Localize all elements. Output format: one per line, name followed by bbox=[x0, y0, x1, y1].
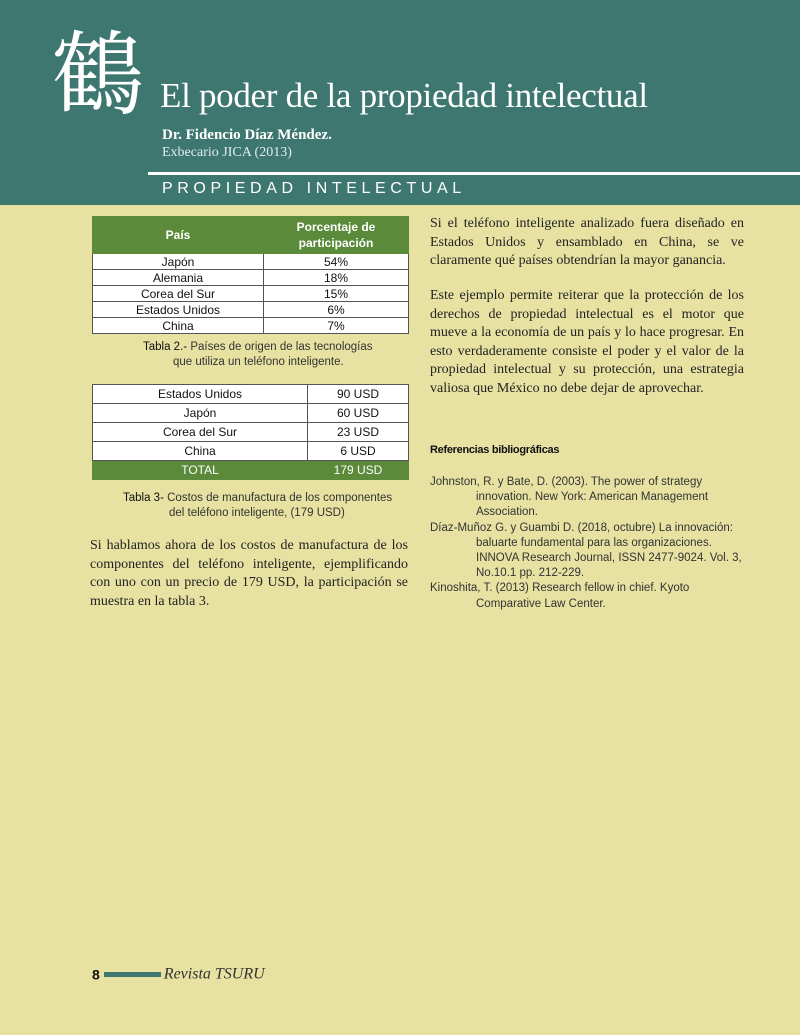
table-cell-country: Estados Unidos bbox=[93, 302, 264, 318]
table-cell-percentage: 15% bbox=[264, 286, 409, 302]
table-header-country: País bbox=[93, 217, 264, 254]
table-3-caption bbox=[123, 491, 392, 521]
table-cell-country: Corea del Sur bbox=[93, 286, 264, 302]
table-header-row bbox=[93, 217, 409, 254]
header-band bbox=[0, 0, 800, 205]
table-cell-country: Japón bbox=[93, 254, 264, 270]
caption-line: Costos de manufactura de los componentes bbox=[167, 492, 393, 504]
table-row bbox=[93, 270, 409, 286]
table-cell-country: China bbox=[93, 318, 264, 334]
table-row bbox=[93, 423, 409, 442]
table-row bbox=[93, 302, 409, 318]
author-name: Dr. Fidencio Díaz Méndez. bbox=[162, 127, 332, 143]
table-cell-cost: 90 USD bbox=[308, 385, 409, 404]
reference-item: Johnston, R. y Bate, D. (2003). The power of strategy innovation. New York: American Management Association. bbox=[430, 476, 709, 519]
table-cell-country: Estados Unidos bbox=[93, 385, 308, 404]
table-3-manufacturing-costs bbox=[92, 384, 409, 480]
caption-line: del teléfono inteligente, (179 USD) bbox=[169, 507, 345, 519]
table-header-percentage: Porcentaje de participación bbox=[264, 217, 409, 254]
table-cell-cost: 23 USD bbox=[308, 423, 409, 442]
footer-bar bbox=[104, 972, 161, 977]
references-list bbox=[430, 475, 750, 612]
table-cell-percentage: 7% bbox=[264, 318, 409, 334]
references-heading: Referencias bibliográficas bbox=[430, 444, 560, 456]
table-cell-country: Japón bbox=[93, 404, 308, 423]
author-affiliation: Exbecario JICA (2013) bbox=[162, 145, 292, 160]
section-label: PROPIEDAD INTELECTUAL bbox=[162, 180, 466, 197]
caption-label: Tabla 3- bbox=[123, 492, 164, 504]
left-body-paragraph: Si hablamos ahora de los costos de manufactura de los componentes del teléfono inteligente, ejemplificando con uno con un precio de 179 USD, la participación se muestra en la tabla 3. bbox=[90, 538, 408, 609]
page-footer bbox=[92, 965, 265, 985]
table-row bbox=[93, 286, 409, 302]
right-body-paragraph-1: Si el teléfono inteligente analizado fuera diseñado en Estados Unidos y ensamblado en China, se ve claramente qué países obtendrían la mayor ganancia. bbox=[430, 216, 744, 269]
caption-line: que utiliza un teléfono inteligente. bbox=[173, 356, 344, 368]
magazine-name: Revista TSURU bbox=[163, 965, 265, 983]
article-title: El poder de la propiedad intelectual bbox=[160, 76, 648, 115]
table-total-row bbox=[93, 461, 409, 480]
table-total-label: TOTAL bbox=[93, 461, 308, 480]
caption-label: Tabla 2.- bbox=[143, 341, 188, 353]
table-cell-cost: 6 USD bbox=[308, 442, 409, 461]
table-cell-percentage: 6% bbox=[264, 302, 409, 318]
table-cell-country: China bbox=[93, 442, 308, 461]
reference-item: Kinoshita, T. (2013) Research fellow in chief. Kyoto Comparative Law Center. bbox=[430, 582, 690, 610]
table-row bbox=[93, 254, 409, 270]
reference-item: Díaz-Muñoz G. y Guambi D. (2018, octubre) La innovación: baluarte fundamental para las organizaciones. INNOVA Research Journal, ISSN 2477-9024. Vol. 3, No.10.1 pp. 212-229. bbox=[430, 521, 742, 580]
header-divider bbox=[148, 172, 800, 175]
table-row bbox=[93, 318, 409, 334]
right-body-paragraph-2: Este ejemplo permite reiterar que la protección de los derechos de propiedad intelectual es el motor que mueve a la economía de un país y lo hace progresar. En esto verdaderamente consiste el poder y el valor de la propiedad intelectual y su protección, una estrategia valiosa que México no debe dejar de aprovechar. bbox=[430, 288, 744, 396]
table-row bbox=[93, 385, 409, 404]
page-number: 8 bbox=[92, 966, 100, 983]
table-total-value: 179 USD bbox=[308, 461, 409, 480]
table-2-technology-origin bbox=[92, 216, 409, 334]
table-cell-percentage: 54% bbox=[264, 254, 409, 270]
table-cell-country: Corea del Sur bbox=[93, 423, 308, 442]
table-cell-cost: 60 USD bbox=[308, 404, 409, 423]
table-2-caption bbox=[143, 340, 373, 370]
table-cell-percentage: 18% bbox=[264, 270, 409, 286]
table-row bbox=[93, 404, 409, 423]
table-cell-country: Alemania bbox=[93, 270, 264, 286]
tsuru-kanji-logo: 鶴 bbox=[52, 22, 145, 129]
table-row bbox=[93, 442, 409, 461]
caption-line: Países de origen de las tecnologías bbox=[190, 341, 373, 353]
